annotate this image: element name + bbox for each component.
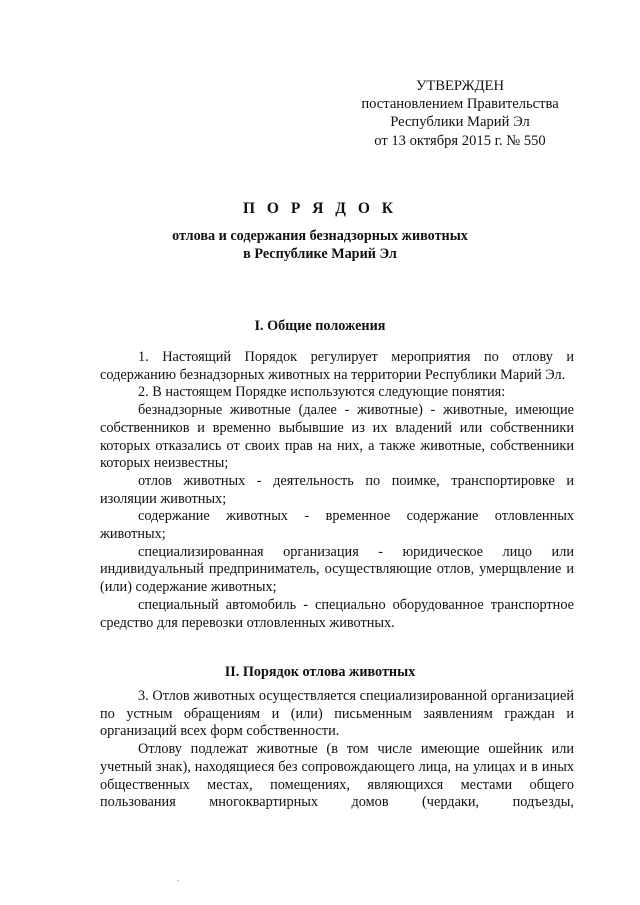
- paragraph: содержание животных - временное содержание отловленных животных;: [100, 508, 574, 543]
- approval-line-2: постановлением Правительства: [361, 96, 559, 113]
- paragraph: 3. Отлов животных осуществляется специализированной организацией по устным обращениям и (или) письменным заявлениям граждан и организаций всех форм собственности.: [100, 688, 574, 740]
- paragraph: специализированная организация - юридическое лицо или индивидуальный предприниматель, осуществляющие отлов, умерщвление и (или) содержание животных;: [100, 543, 574, 596]
- approval-line-4: от 13 октября 2015 г. № 550: [374, 132, 546, 149]
- paragraph: 1. Настоящий Порядок регулирует мероприятия по отлову и содержанию безнадзорных животных на территории Республики Марий Эл.: [100, 349, 574, 383]
- subtitle-line-2: в Республике Марий Эл: [243, 246, 397, 262]
- paragraph: Отлову подлежат животные (в том числе имеющие ошейник или учетный знак), находящиеся без сопровождающего лица, на улицах и в иных общественных местах, помещениях, являющихся местами общего пользования многоквартирных домов (чердаки, подъезды,: [100, 741, 574, 811]
- approval-stamp: [340, 77, 580, 150]
- paragraph: отлов животных - деятельность по поимке, транспортировке и изоляции животных;: [100, 472, 574, 507]
- approval-line-1: УТВЕРЖДЕН: [416, 78, 504, 94]
- subtitle-line-1: отлова и содержания безнадзорных животных: [172, 228, 468, 244]
- section-1-body: [100, 349, 574, 632]
- scan-speck: [177, 880, 179, 881]
- paragraph: 2. В настоящем Порядке используются следующие понятия:: [138, 384, 506, 401]
- approval-line-3: Республики Марий Эл: [390, 114, 530, 131]
- document-subtitle: [0, 227, 640, 263]
- section-1-heading: I. Общие положения: [254, 318, 386, 334]
- paragraph: безнадзорные животные (далее - животные) - животные, имеющие собственников и временно выбывшие из их владений или собственники которых отказались от своих прав на них, а также животные, собственники которых неизвестны;: [100, 402, 574, 472]
- document-title: П О Р Я Д О К: [243, 200, 397, 217]
- section-2-heading: II. Порядок отлова животных: [224, 664, 416, 680]
- paragraph: специальный автомобиль - специально оборудованное транспортное средство для перевозки отловленных животных.: [100, 596, 574, 631]
- section-2-body: [100, 688, 574, 812]
